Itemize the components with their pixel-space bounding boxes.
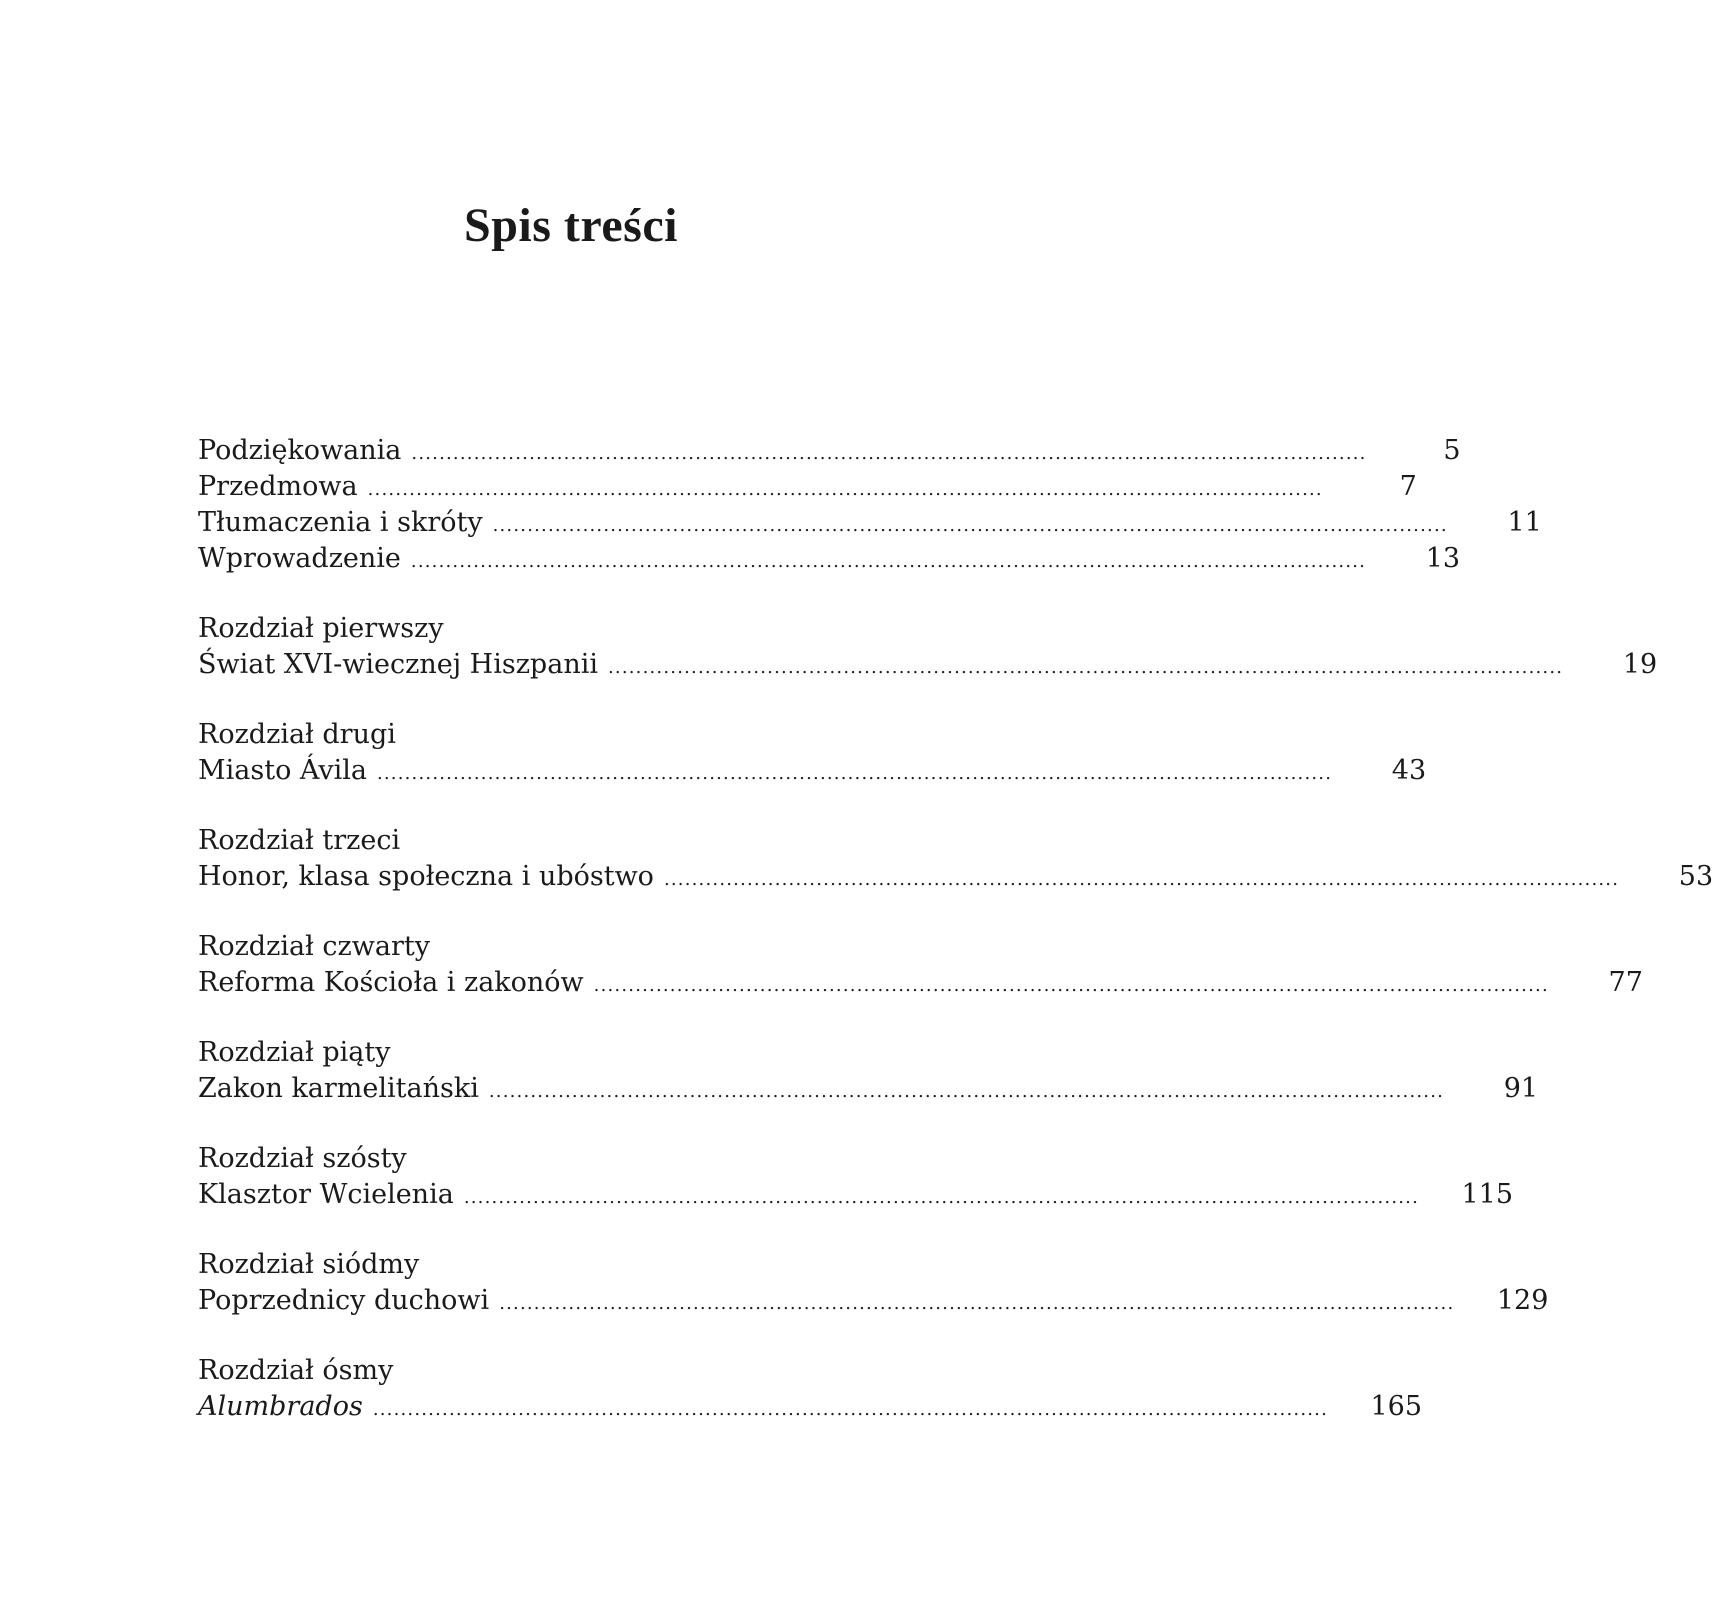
chapter-title: Poprzednicy duchowi bbox=[198, 1285, 490, 1316]
toc-entry-title: Podziękowania bbox=[198, 435, 402, 466]
toc-entry[interactable] bbox=[198, 965, 1643, 1001]
chapter-entry[interactable] bbox=[198, 1141, 1514, 1213]
toc-entry[interactable] bbox=[198, 469, 1417, 505]
chapter-entry[interactable] bbox=[198, 1035, 1539, 1107]
toc-entry-page: 77 bbox=[1608, 967, 1643, 998]
chapter-label: Rozdział ósmy bbox=[198, 1355, 394, 1386]
chapter-label: Rozdział drugi bbox=[198, 719, 396, 750]
chapter-title: Świat XVI-wiecznej Hiszpanii bbox=[198, 649, 598, 680]
chapter-entry[interactable] bbox=[198, 611, 1658, 683]
toc-entry-page: 115 bbox=[1461, 1179, 1514, 1210]
dot-leader: .......................................................................................................................................... bbox=[663, 869, 1620, 890]
dot-leader: .......................................................................................................................................... bbox=[376, 763, 1333, 784]
chapter-label: Rozdział siódmy bbox=[198, 1249, 420, 1280]
toc-entry-page: 91 bbox=[1503, 1073, 1539, 1104]
dot-leader: .......................................................................................................................................... bbox=[411, 443, 1367, 464]
toc-entry-page: 129 bbox=[1496, 1285, 1549, 1316]
toc-entry[interactable] bbox=[198, 1389, 1423, 1425]
page-title: Spis treści bbox=[464, 199, 678, 252]
dot-leader: .......................................................................................................................................... bbox=[607, 657, 1564, 678]
dot-leader: .......................................................................................................................................... bbox=[463, 1187, 1420, 1208]
toc-entry[interactable] bbox=[198, 647, 1658, 683]
chapter-label: Rozdział czwarty bbox=[198, 931, 430, 962]
toc-entry[interactable] bbox=[198, 541, 1461, 577]
chapter-entry[interactable] bbox=[198, 823, 1713, 895]
chapter-entry[interactable] bbox=[198, 1247, 1549, 1319]
toc-entry-page: 13 bbox=[1425, 543, 1461, 574]
toc-entry-page: 53 bbox=[1678, 861, 1713, 892]
chapter-entry[interactable] bbox=[198, 1353, 1423, 1425]
toc-entry-title: Tłumaczenia i skróty bbox=[198, 507, 483, 538]
toc-entry[interactable] bbox=[198, 433, 1461, 469]
toc-entry[interactable] bbox=[198, 859, 1713, 895]
toc-entry-title: Wprowadzenie bbox=[198, 543, 401, 574]
toc-entry-page: 11 bbox=[1507, 507, 1542, 538]
dot-leader: .......................................................................................................................................... bbox=[492, 515, 1448, 536]
toc-entry[interactable] bbox=[198, 1071, 1539, 1107]
toc-entry-page: 5 bbox=[1443, 435, 1461, 466]
toc-entry[interactable] bbox=[198, 753, 1427, 789]
dot-leader: .......................................................................................................................................... bbox=[410, 551, 1367, 572]
chapter-label: Rozdział trzeci bbox=[198, 825, 401, 856]
chapter-title: Klasztor Wcielenia bbox=[198, 1179, 454, 1210]
dot-leader: .......................................................................................................................................... bbox=[372, 1399, 1329, 1420]
toc-entry-page: 19 bbox=[1622, 649, 1658, 680]
chapter-label: Rozdział pierwszy bbox=[198, 613, 444, 644]
chapter-title: Honor, klasa społeczna i ubóstwo bbox=[198, 861, 654, 892]
dot-leader: .......................................................................................................................................... bbox=[499, 1293, 1455, 1314]
toc-entry[interactable] bbox=[198, 1177, 1514, 1213]
chapter-label: Rozdział piąty bbox=[198, 1037, 391, 1068]
chapter-title: Alumbrados bbox=[198, 1391, 363, 1422]
toc-entry[interactable] bbox=[198, 505, 1542, 541]
chapter-title: Zakon karmelitański bbox=[198, 1073, 479, 1104]
dot-leader: .......................................................................................................................................... bbox=[367, 479, 1323, 500]
dot-leader: .......................................................................................................................................... bbox=[488, 1081, 1445, 1102]
toc-entry[interactable] bbox=[198, 1283, 1549, 1319]
toc-entry-page: 7 bbox=[1399, 471, 1417, 502]
chapter-title: Miasto Ávila bbox=[198, 755, 367, 786]
chapter-label: Rozdział szósty bbox=[198, 1143, 407, 1174]
toc-entry-page: 43 bbox=[1391, 755, 1427, 786]
toc-entry-title: Przedmowa bbox=[198, 471, 358, 502]
chapter-title: Reforma Kościoła i zakonów bbox=[198, 967, 584, 998]
table-of-contents bbox=[198, 433, 1713, 1425]
front-matter-list bbox=[198, 433, 1542, 577]
toc-entry-page: 165 bbox=[1370, 1391, 1423, 1422]
chapter-entry[interactable] bbox=[198, 717, 1427, 789]
chapter-entry[interactable] bbox=[198, 929, 1643, 1001]
dot-leader: .......................................................................................................................................... bbox=[593, 975, 1549, 996]
